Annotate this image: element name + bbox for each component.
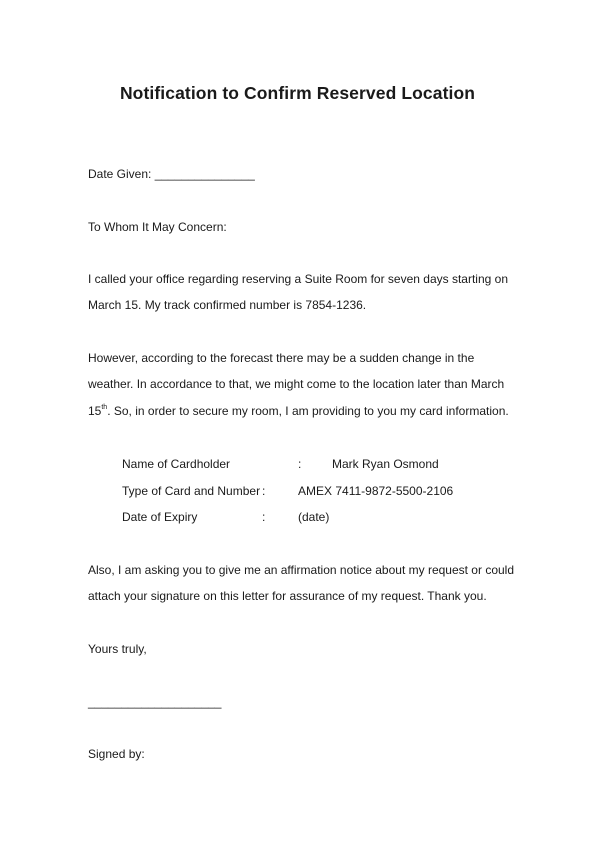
salutation: To Whom It May Concern:	[88, 220, 227, 234]
date-given-line: Date Given: _______________	[88, 167, 255, 181]
card-sep-type: :	[262, 484, 266, 498]
paragraph-3-line-2: attach your signature on this letter for assurance of my request. Thank you.	[88, 589, 487, 603]
card-label-expiry: Date of Expiry	[122, 510, 198, 524]
card-sep-name: :	[298, 457, 302, 471]
signed-by-label: Signed by:	[88, 747, 145, 761]
card-sep-expiry: :	[262, 510, 266, 524]
card-value-type: AMEX 7411-9872-5500-2106	[298, 484, 454, 498]
paragraph-3-line-1: Also, I am asking you to give me an affirmation notice about my request or could	[88, 563, 514, 577]
page-title: Notification to Confirm Reserved Location	[119, 83, 476, 103]
card-value-name: Mark Ryan Osmond	[332, 457, 439, 471]
paragraph-2-line-1: However, according to the forecast there may be a sudden change in the	[88, 351, 475, 365]
paragraph-2-line-2: weather. In accordance to that, we might come to the location later than March	[88, 377, 505, 391]
card-value-expiry: (date)	[298, 510, 330, 524]
paragraph-2-line-3-text: . So, in order to secure my room, I am providing to you my card information.	[107, 404, 509, 418]
date-number: 15	[88, 404, 102, 418]
closing: Yours truly,	[88, 642, 147, 656]
card-label-name: Name of Cardholder	[122, 457, 231, 471]
signature-line: ____________________	[88, 695, 222, 709]
paragraph-1-line-1: I called your office regarding reserving a Suite Room for seven days starting on	[88, 272, 508, 286]
paragraph-1-line-2: March 15. My track confirmed number is 7854-1236.	[88, 298, 367, 312]
paragraph-2-line-3	[88, 404, 509, 418]
date-ordinal-suffix: th	[101, 404, 108, 411]
card-label-type: Type of Card and Number	[122, 484, 261, 498]
